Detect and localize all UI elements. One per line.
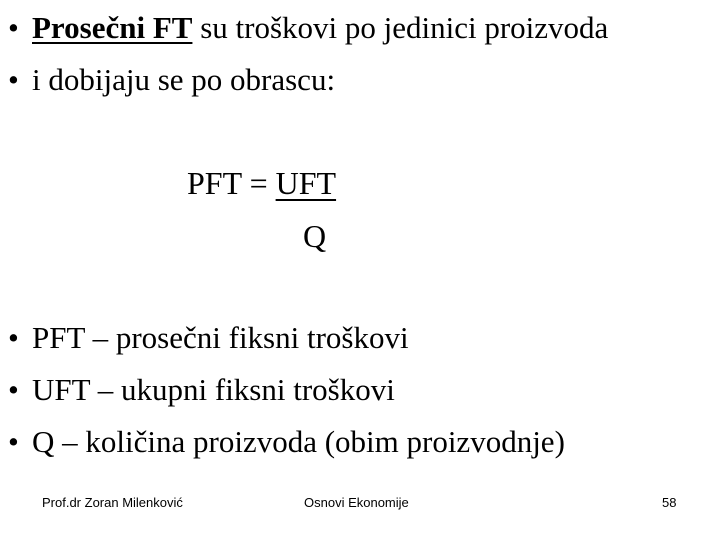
bullet-icon: • xyxy=(8,424,19,459)
bullet-icon: • xyxy=(8,62,19,97)
formula-denominator xyxy=(303,217,326,255)
uft-definition-text: UFT – ukupni fiksni troškovi xyxy=(32,372,395,407)
footer-course: Osnovi Ekonomije xyxy=(304,495,409,510)
formula-intro-text: i dobijaju se po obrascu: xyxy=(32,62,336,97)
bullet-formula-intro xyxy=(8,62,335,98)
bullet-icon: • xyxy=(8,372,19,407)
definition-text: su troškovi po jedinici proizvoda xyxy=(192,10,609,45)
formula-denominator-text: Q xyxy=(303,218,327,254)
bullet-icon: • xyxy=(8,320,19,355)
bullet-icon: • xyxy=(8,10,19,45)
pft-definition-text: PFT – prosečni fiksni troškovi xyxy=(32,320,409,355)
bullet-uft-definition xyxy=(8,372,395,408)
formula-numerator: UFT xyxy=(275,165,337,201)
footer-page-number: 58 xyxy=(662,495,677,510)
bullet-q-definition xyxy=(8,424,565,460)
q-definition-text: Q – količina proizvoda (obim proizvodnje) xyxy=(32,424,565,459)
bullet-definition xyxy=(8,10,608,46)
bullet-pft-definition xyxy=(8,320,409,356)
footer-author: Prof.dr Zoran Milenković xyxy=(42,495,183,510)
term-prosecni-ft: Prosečni FT xyxy=(32,10,193,45)
formula-lhs: PFT = xyxy=(187,165,276,201)
formula-numerator-line xyxy=(187,164,336,202)
